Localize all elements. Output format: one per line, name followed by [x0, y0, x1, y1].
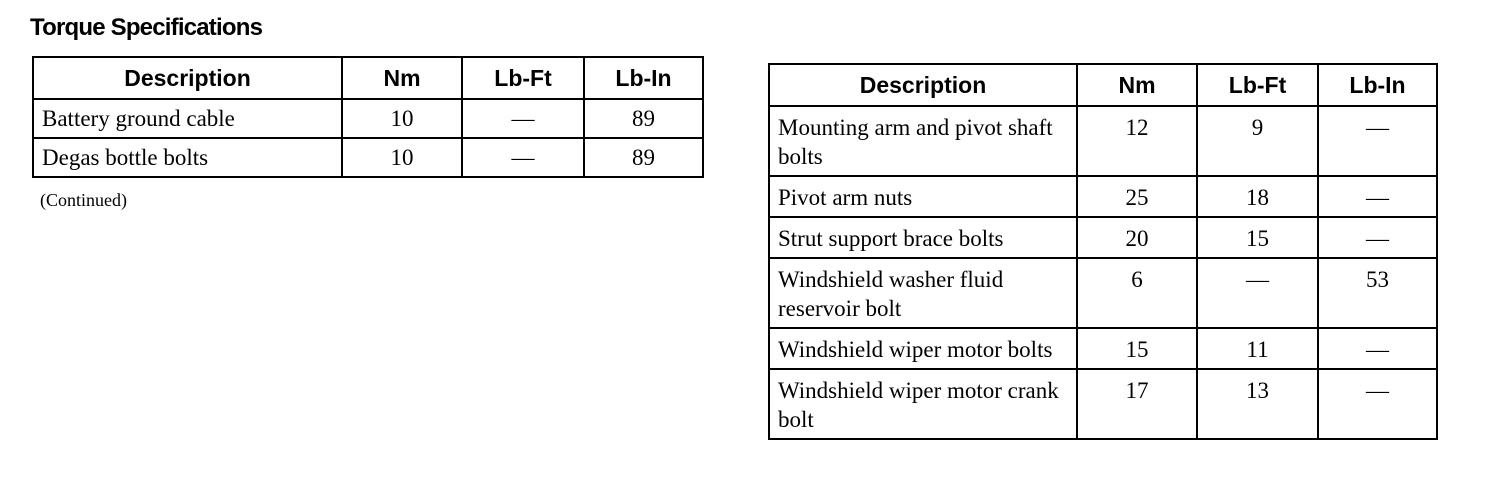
cell-lbft: 11 [1197, 328, 1318, 369]
cell-lbin: 89 [584, 99, 703, 138]
cell-lbft: 9 [1197, 106, 1318, 176]
torque-table-right [768, 63, 1438, 440]
torque-table-left [32, 56, 704, 178]
table-row [769, 106, 1437, 176]
cell-lbft: — [462, 138, 584, 177]
table-row [769, 217, 1437, 258]
cell-lbin: — [1318, 328, 1437, 369]
cell-description: Windshield washer fluid reservoir bolt [769, 258, 1077, 328]
cell-nm: 20 [1077, 217, 1197, 258]
header-lbft: Lb-Ft [462, 57, 584, 99]
cell-description: Battery ground cable [33, 99, 342, 138]
cell-lbin: — [1318, 217, 1437, 258]
header-nm: Nm [342, 57, 462, 99]
header-nm: Nm [1077, 64, 1197, 106]
cell-lbft: — [462, 99, 584, 138]
cell-nm: 10 [342, 99, 462, 138]
table-row [769, 176, 1437, 217]
cell-lbin: — [1318, 369, 1437, 439]
cell-lbft: 13 [1197, 369, 1318, 439]
page-title: Torque Specifications [30, 14, 263, 41]
cell-description: Windshield wiper motor bolts [769, 328, 1077, 369]
cell-lbin: — [1318, 176, 1437, 217]
cell-lbft: 18 [1197, 176, 1318, 217]
cell-nm: 17 [1077, 369, 1197, 439]
header-description: Description [769, 64, 1077, 106]
cell-lbin: 53 [1318, 258, 1437, 328]
cell-description: Strut support brace bolts [769, 217, 1077, 258]
cell-nm: 12 [1077, 106, 1197, 176]
table-header-row [33, 57, 703, 99]
table-row [769, 328, 1437, 369]
cell-lbft: — [1197, 258, 1318, 328]
table-row [769, 369, 1437, 439]
cell-lbin: 89 [584, 138, 703, 177]
table-row [33, 99, 703, 138]
cell-nm: 15 [1077, 328, 1197, 369]
cell-lbin: — [1318, 106, 1437, 176]
cell-nm: 10 [342, 138, 462, 177]
header-lbin: Lb-In [1318, 64, 1437, 106]
header-lbin: Lb-In [584, 57, 703, 99]
table-header-row [769, 64, 1437, 106]
cell-nm: 25 [1077, 176, 1197, 217]
cell-description: Mounting arm and pivot shaft bolts [769, 106, 1077, 176]
table-row [33, 138, 703, 177]
table-row [769, 258, 1437, 328]
cell-description: Degas bottle bolts [33, 138, 342, 177]
cell-lbft: 15 [1197, 217, 1318, 258]
cell-nm: 6 [1077, 258, 1197, 328]
cell-description: Pivot arm nuts [769, 176, 1077, 217]
cell-description: Windshield wiper motor crank bolt [769, 369, 1077, 439]
header-description: Description [33, 57, 342, 99]
continued-note: (Continued) [40, 190, 127, 210]
header-lbft: Lb-Ft [1197, 64, 1318, 106]
